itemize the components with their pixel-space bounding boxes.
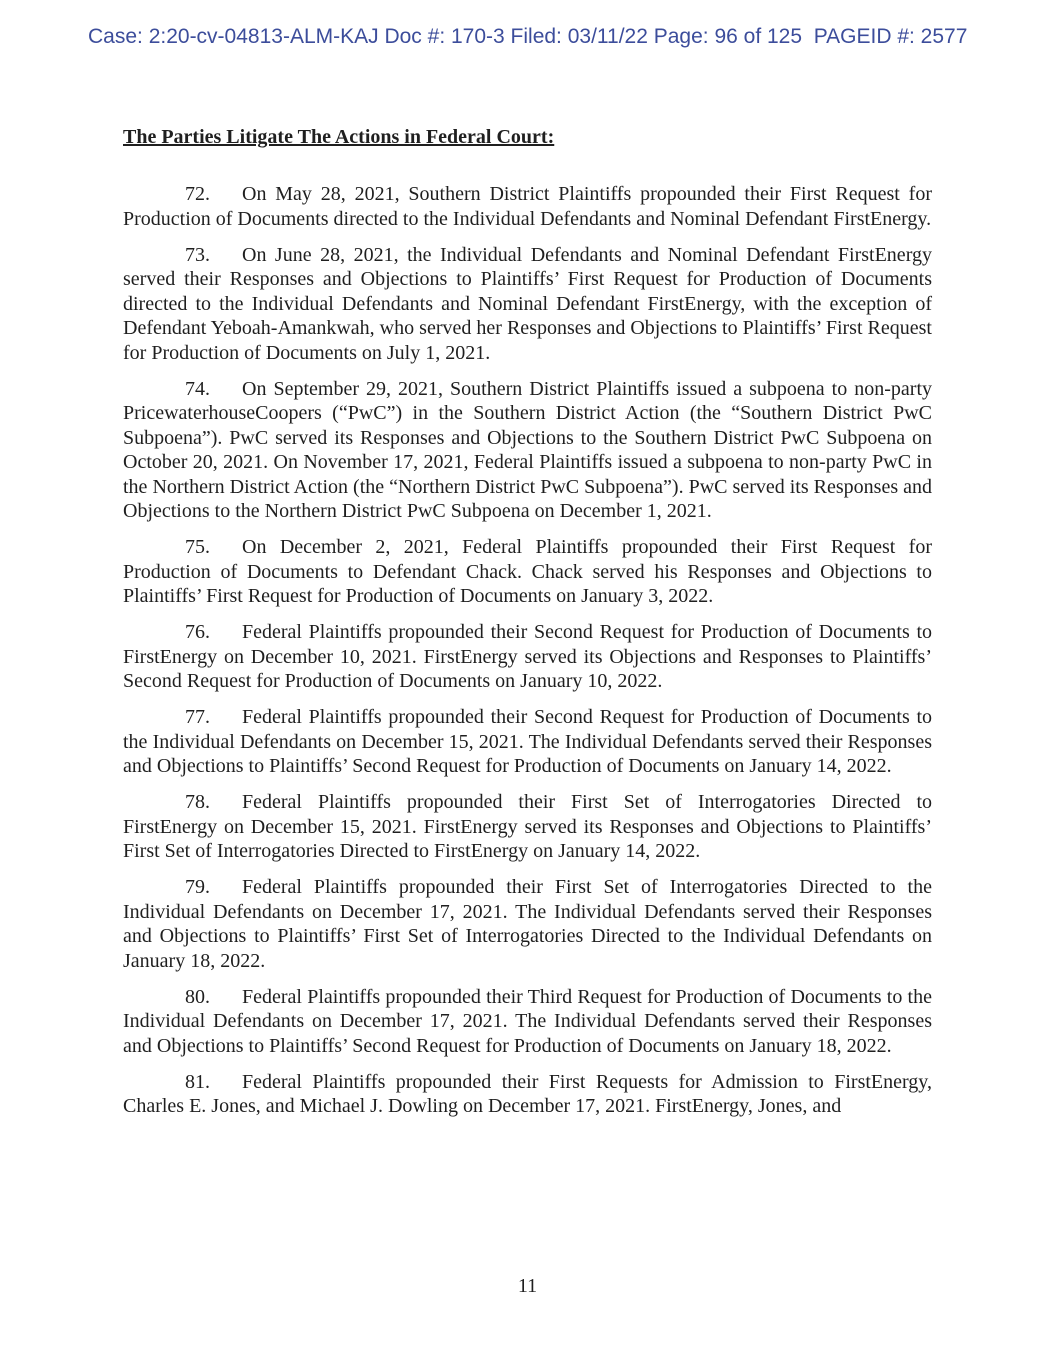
document-body bbox=[123, 125, 932, 1130]
paragraph-number: 81. bbox=[185, 1070, 210, 1093]
paragraph-75 bbox=[123, 535, 932, 609]
paragraph-text: Federal Plaintiffs propounded their Second Request for Production of Documents to the Individual Defendants on December 15, 2021. The Individual Defendants served their Responses and Objections to Plaintiffs’ Second Request for Production of Documents on January 14, 2022. bbox=[123, 706, 932, 777]
paragraph-text: On December 2, 2021, Federal Plaintiffs propounded their First Request for Production of Documents to Defendant Chack. Chack served his Responses and Objections to Plaintiffs’ First Request for Production of Documents on January 3, 2022. bbox=[123, 536, 932, 607]
paragraph-number: 74. bbox=[185, 377, 210, 400]
paragraph-76 bbox=[123, 620, 932, 694]
paragraph-78 bbox=[123, 790, 932, 864]
paragraph-text: On May 28, 2021, Southern District Plaintiffs propounded their First Request for Production of Documents directed to the Individual Defendants and Nominal Defendant FirstEnergy. bbox=[123, 183, 932, 230]
paragraph-74 bbox=[123, 377, 932, 524]
paragraph-text: On September 29, 2021, Southern District Plaintiffs issued a subpoena to non-party PricewaterhouseCoopers (“PwC”) in the Southern District Action (the “Southern District PwC Subpoena”). PwC served its Responses and Objections to the Southern District PwC Subpoena on October 20, 2021. On November 17, 2021, Federal Plaintiffs issued a subpoena to non-party PwC in the Northern District Action (the “Northern District PwC Subpoena”). PwC served its Responses and Objections to the Northern District PwC Subpoena on December 1, 2021. bbox=[123, 377, 932, 522]
paragraph-number: 78. bbox=[185, 791, 210, 813]
paragraph-80 bbox=[123, 985, 932, 1059]
paragraph-73 bbox=[123, 243, 932, 366]
case-header-stamp: Case: 2:20-cv-04813-ALM-KAJ Doc #: 170-3 Filed: 03/11/22 Page: 96 of 125 PAGEID #: 2577 bbox=[88, 25, 968, 48]
paragraph-number: 72. bbox=[185, 183, 210, 205]
paragraph-text: Federal Plaintiffs propounded their First Requests for Admission to FirstEnergy, Charles E. Jones, and Michael J. Dowling on December 17, 2021. FirstEnergy, Jones, and bbox=[123, 1070, 932, 1117]
paragraph-79 bbox=[123, 875, 932, 973]
paragraph-77 bbox=[123, 705, 932, 779]
paragraph-text: On June 28, 2021, the Individual Defendants and Nominal Defendant FirstEnergy served their Responses and Objections to Plaintiffs’ First Request for Production of Documents directed to the Individual Defendants and Nominal Defendant FirstEnergy, with the exception of Defendant Yeboah-Amankwah, who served her Responses and Objections to Plaintiffs’ First Request for Production of Documents on July 1, 2021. bbox=[123, 243, 932, 364]
paragraph-text: Federal Plaintiffs propounded their First Set of Interrogatories Directed to FirstEnergy on December 15, 2021. FirstEnergy served its Responses and Objections to Plaintiffs’ First Set of Interrogatories Directed to FirstEnergy on January 14, 2022. bbox=[123, 791, 932, 862]
paragraph-text: Federal Plaintiffs propounded their First Set of Interrogatories Directed to the Individual Defendants on December 17, 2021. The Individual Defendants served their Responses and Objections to Plaintiffs’ First Set of Interrogatories Directed to the Individual Defendants on January 18, 2022. bbox=[123, 876, 932, 972]
paragraph-number: 79. bbox=[185, 876, 210, 898]
paragraph-number: 80. bbox=[185, 985, 210, 1008]
paragraph-text: Federal Plaintiffs propounded their Third Request for Production of Documents to the Individual Defendants on December 17, 2021. The Individual Defendants served their Responses and Objections to Plaintiffs’ Second Request for Production of Documents on January 18, 2022. bbox=[123, 985, 932, 1057]
paragraph-81 bbox=[123, 1070, 932, 1119]
section-heading: The Parties Litigate The Actions in Federal Court: bbox=[123, 126, 555, 148]
page-number: 11 bbox=[517, 1275, 538, 1297]
paragraph-72 bbox=[123, 182, 932, 231]
paragraph-text: Federal Plaintiffs propounded their Second Request for Production of Documents to FirstEnergy on December 10, 2021. FirstEnergy served its Objections and Responses to Plaintiffs’ Second Request for Production of Documents on January 10, 2022. bbox=[123, 621, 932, 692]
paragraph-number: 73. bbox=[185, 243, 210, 266]
paragraph-number: 76. bbox=[185, 621, 210, 643]
paragraph-number: 75. bbox=[185, 536, 210, 558]
paragraph-number: 77. bbox=[185, 706, 210, 728]
